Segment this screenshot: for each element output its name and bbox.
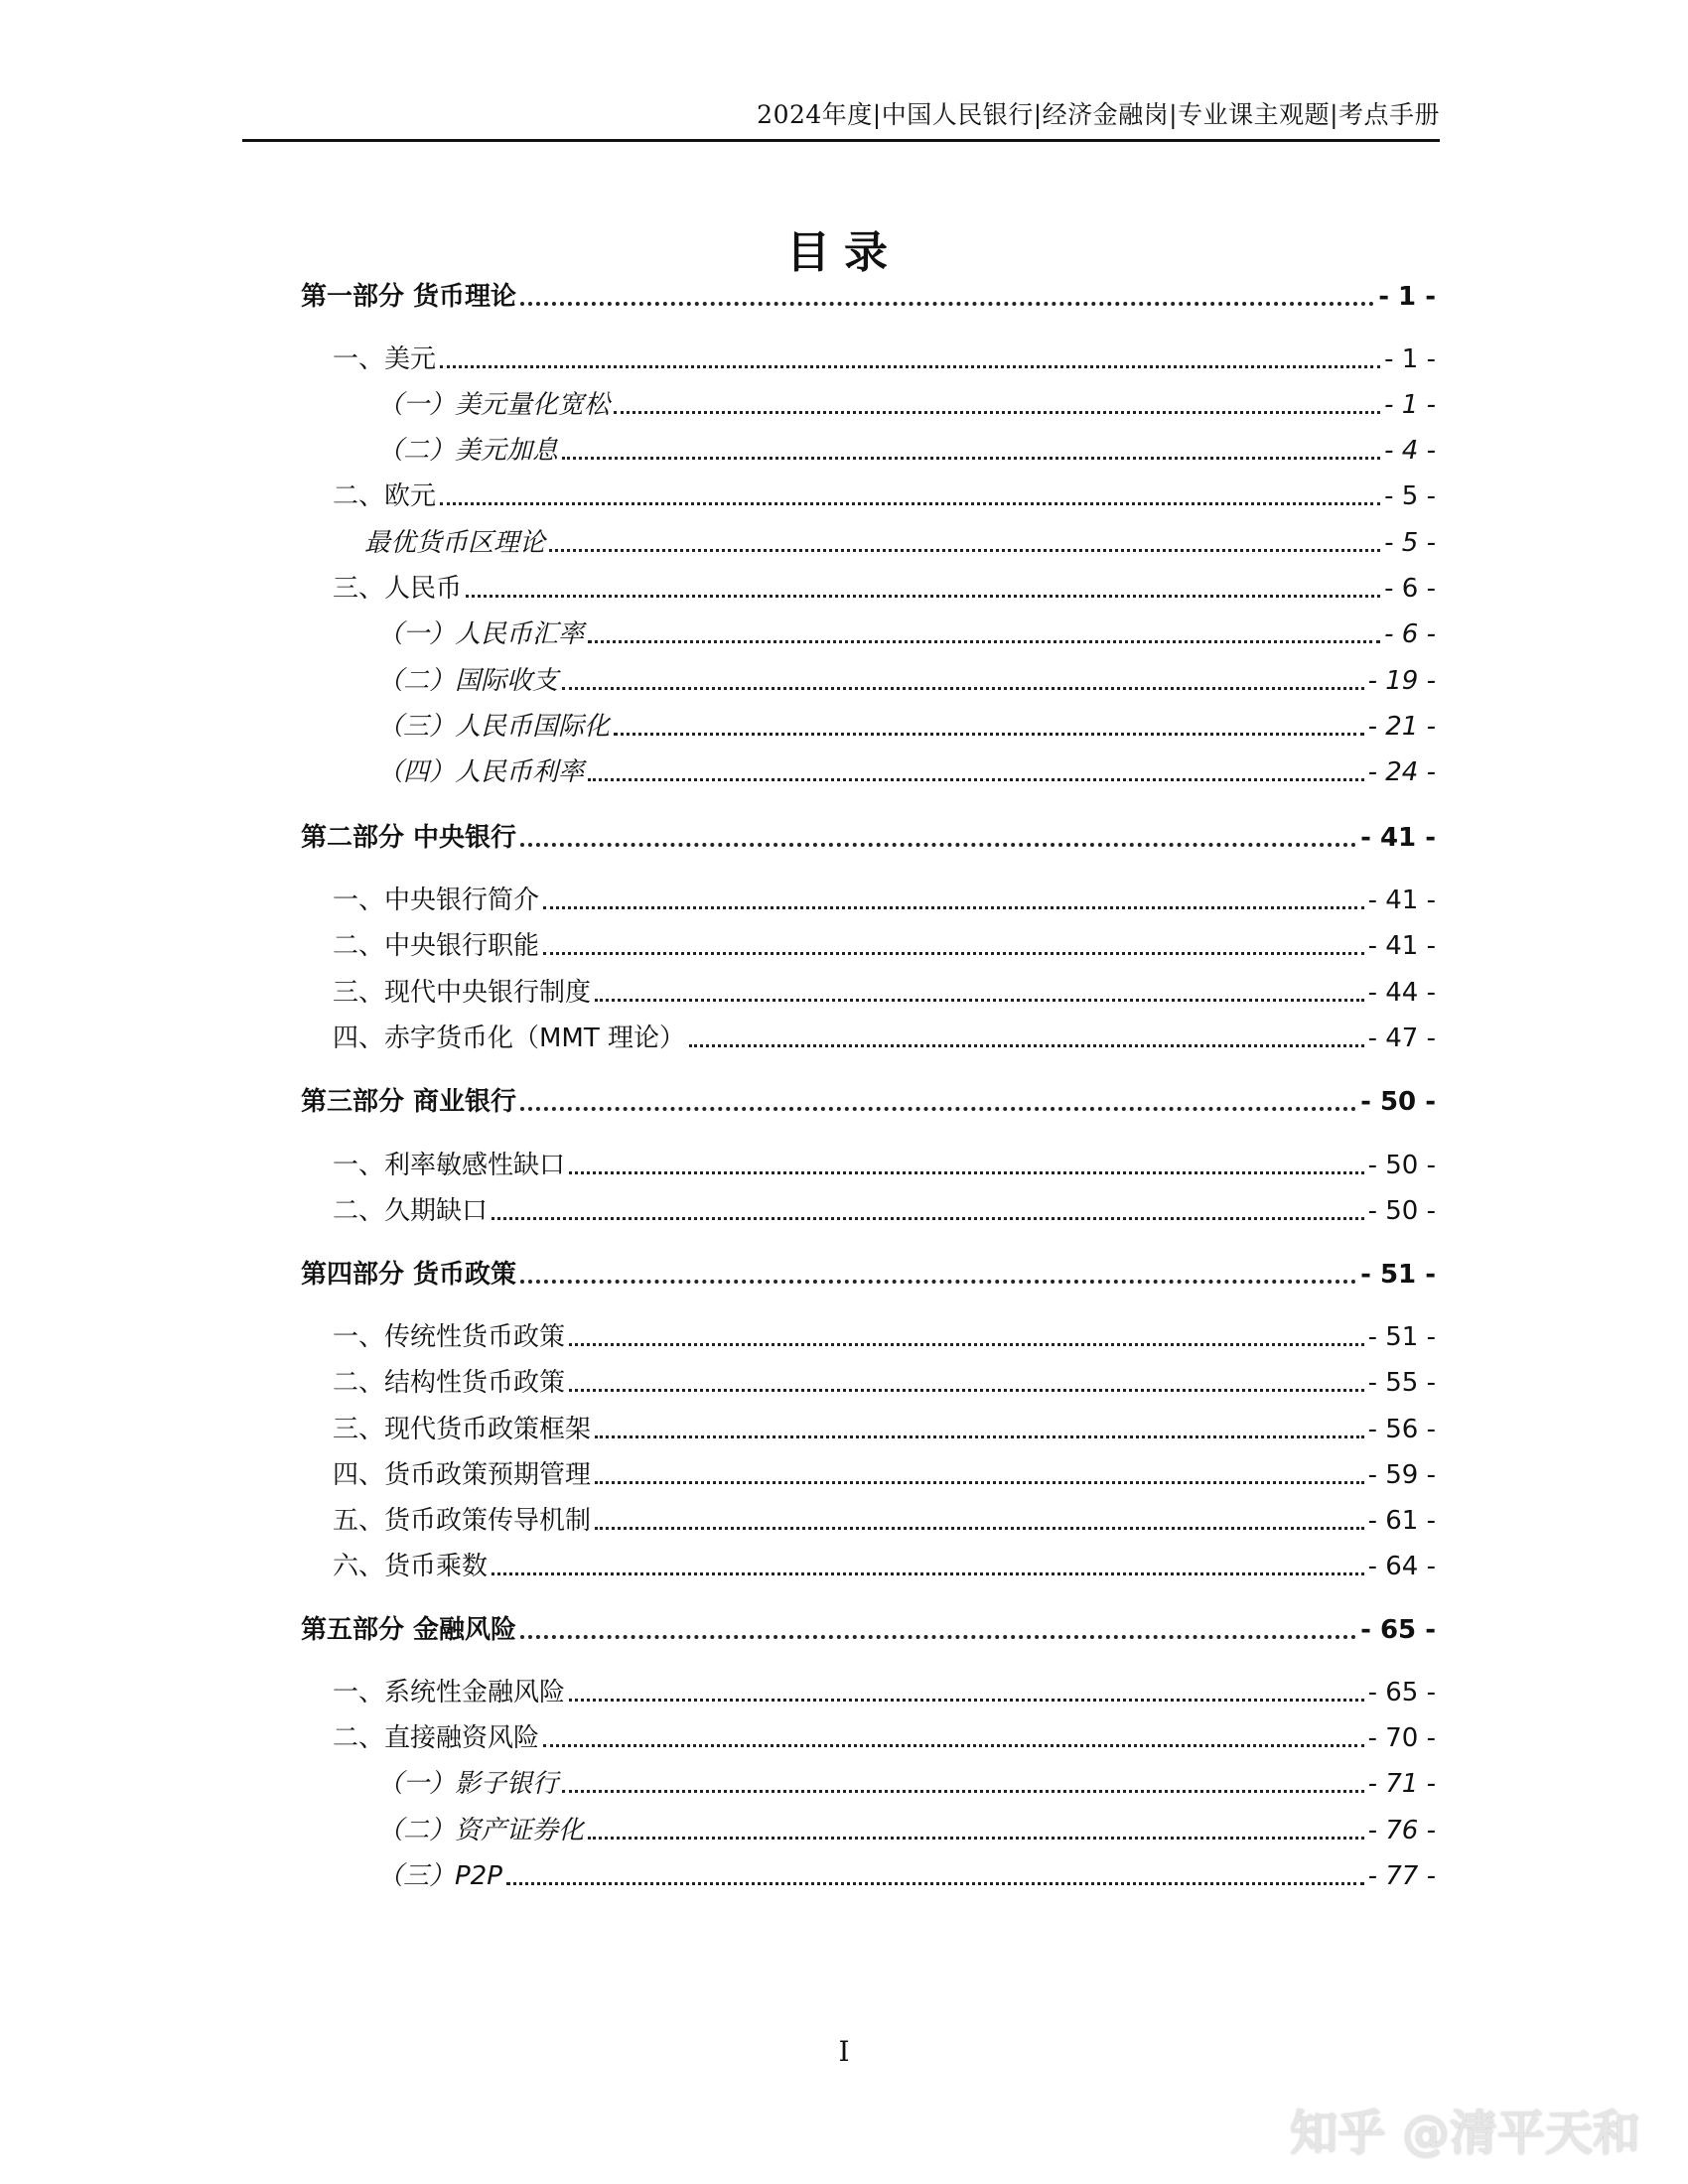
dot-leader <box>614 733 1364 736</box>
toc-entry-title: （二）国际收支 <box>377 666 559 696</box>
toc-entry-title: 一、传统性货币政策 <box>333 1322 566 1352</box>
toc-entry[interactable] <box>333 1189 1436 1229</box>
toc-entry[interactable] <box>377 613 1436 652</box>
dot-leader <box>569 1171 1364 1174</box>
dot-leader <box>562 457 1380 460</box>
toc-entry-title: 第一部分 货币理论 <box>301 282 517 312</box>
toc-entry-page: - 71 - <box>1367 1769 1436 1799</box>
dot-leader <box>569 1699 1364 1702</box>
dot-leader <box>520 302 1374 306</box>
toc-entry-page: - 4 - <box>1384 436 1436 466</box>
dot-leader <box>440 502 1380 505</box>
toc-entry-title: 四、赤字货币化（MMT 理论） <box>333 1024 686 1053</box>
toc-entry-title: 三、人民币 <box>333 574 463 604</box>
toc-entry-page: - 50 - <box>1360 1087 1436 1117</box>
dot-leader <box>520 1635 1356 1639</box>
toc-entry[interactable] <box>333 1716 1436 1756</box>
toc-entry-page: - 55 - <box>1367 1368 1436 1398</box>
toc-entry[interactable] <box>301 1080 1436 1120</box>
dot-leader <box>543 952 1364 955</box>
toc-entry[interactable] <box>377 429 1436 469</box>
toc-entry-title: （四）人民币利率 <box>377 757 585 787</box>
dot-leader <box>492 1572 1364 1575</box>
toc-entry-page: - 70 - <box>1367 1723 1436 1753</box>
dot-leader <box>492 1217 1364 1220</box>
toc-entry-page: - 1 - <box>1384 344 1436 374</box>
toc-title: 目录 <box>786 227 902 278</box>
dot-leader <box>562 1790 1364 1793</box>
toc-entry-title: （二）资产证券化 <box>377 1816 585 1845</box>
dot-leader <box>543 1744 1364 1747</box>
toc-entry[interactable] <box>333 1408 1436 1447</box>
page-number: I <box>838 2035 850 2068</box>
toc-entry-page: - 50 - <box>1367 1196 1436 1226</box>
toc-entry[interactable] <box>377 1762 1436 1802</box>
toc-entry[interactable] <box>333 971 1436 1011</box>
toc-entry-page: - 59 - <box>1367 1460 1436 1490</box>
toc-entry[interactable] <box>333 924 1436 964</box>
toc-entry-title: 一、美元 <box>333 344 437 374</box>
toc-entry[interactable] <box>333 338 1436 377</box>
dot-leader <box>569 1343 1364 1346</box>
toc-entry[interactable] <box>333 1671 1436 1710</box>
toc-entry[interactable] <box>301 1608 1436 1648</box>
toc-entry[interactable] <box>377 659 1436 699</box>
toc-entry[interactable] <box>377 383 1436 423</box>
toc-entry[interactable] <box>377 705 1436 745</box>
toc-entry-title: （一）影子银行 <box>377 1769 559 1799</box>
toc-entry-title: 一、系统性金融风险 <box>333 1678 566 1707</box>
toc-entry[interactable] <box>333 1361 1436 1401</box>
toc-entry-title: 二、直接融资风险 <box>333 1723 540 1753</box>
toc-entry-title: 四、货币政策预期管理 <box>333 1460 592 1490</box>
toc-entry-title: （二）美元加息 <box>377 436 559 466</box>
toc-entry-page: - 44 - <box>1367 978 1436 1008</box>
dot-leader <box>466 595 1380 598</box>
toc-entry-page: - 51 - <box>1360 1260 1436 1290</box>
toc-entry-page: - 65 - <box>1360 1615 1436 1645</box>
dot-leader <box>549 549 1380 552</box>
toc-entry-title: （一）美元量化宽松 <box>377 390 611 420</box>
dot-leader <box>506 1882 1364 1885</box>
toc-entry-page: - 64 - <box>1367 1552 1436 1581</box>
toc-entry-page: - 1 - <box>1384 390 1436 420</box>
toc-entry-title: （一）人民币汇率 <box>377 619 585 649</box>
dot-leader <box>595 1435 1364 1438</box>
toc-entry-page: - 61 - <box>1367 1506 1436 1536</box>
toc-entry-title: 第四部分 货币政策 <box>301 1260 517 1290</box>
toc-entry-title: 六、货币乘数 <box>333 1552 489 1581</box>
dot-leader <box>562 687 1364 690</box>
toc-entry-title: 二、欧元 <box>333 481 437 511</box>
dot-leader <box>520 843 1356 847</box>
toc-entry-title: 一、中央银行简介 <box>333 886 540 915</box>
running-header: 2024年度|中国人民银行|经济金融岗|专业课主观题|考点手册 <box>757 100 1440 129</box>
toc-entry-page: - 5 - <box>1384 481 1436 511</box>
dot-leader <box>520 1280 1356 1284</box>
dot-leader <box>614 411 1380 414</box>
toc-entry-title: 二、中央银行职能 <box>333 931 540 961</box>
toc-entry[interactable] <box>333 879 1436 918</box>
dot-leader <box>588 778 1364 781</box>
toc-entry[interactable] <box>333 475 1436 514</box>
toc-entry[interactable] <box>333 1499 1436 1539</box>
toc-entry-page: - 50 - <box>1367 1151 1436 1180</box>
toc-entry-page: - 76 - <box>1367 1816 1436 1845</box>
toc-entry-title: 第五部分 金融风险 <box>301 1615 517 1645</box>
toc-entry-page: - 65 - <box>1367 1678 1436 1707</box>
toc-entry[interactable] <box>333 1545 1436 1584</box>
toc-entry-page: - 1 - <box>1378 282 1436 312</box>
toc-entry-page: - 56 - <box>1367 1415 1436 1444</box>
dot-leader <box>595 1481 1364 1484</box>
toc-entry[interactable] <box>301 816 1436 856</box>
dot-leader <box>520 1107 1356 1111</box>
toc-entry-page: - 47 - <box>1367 1024 1436 1053</box>
dot-leader <box>440 365 1380 368</box>
dot-leader <box>595 999 1364 1002</box>
toc-entry-title: 第二部分 中央银行 <box>301 823 517 853</box>
toc-entry-page: - 6 - <box>1384 574 1436 604</box>
dot-leader <box>689 1044 1364 1047</box>
dot-leader <box>595 1527 1364 1530</box>
toc-entry-page: - 19 - <box>1367 666 1436 696</box>
toc-entry-title: 第三部分 商业银行 <box>301 1087 517 1117</box>
toc-entry[interactable] <box>333 567 1436 607</box>
toc-entry[interactable] <box>377 1809 1436 1848</box>
toc-entry-title: 二、久期缺口 <box>333 1196 489 1226</box>
toc-entry-page: - 41 - <box>1367 931 1436 961</box>
toc-entry[interactable] <box>333 1017 1436 1056</box>
watermark: 知乎 @清平天和 <box>1290 2106 1640 2161</box>
toc-entry-title: 三、现代货币政策框架 <box>333 1415 592 1444</box>
toc-entry-title: （三）P2P <box>377 1861 502 1891</box>
toc-entry[interactable] <box>333 1315 1436 1355</box>
toc-entry[interactable] <box>377 751 1436 790</box>
toc-entry[interactable] <box>333 1453 1436 1493</box>
toc-entry-page: - 24 - <box>1367 757 1436 787</box>
toc-entry[interactable] <box>301 1253 1436 1293</box>
toc-entry-page: - 21 - <box>1367 712 1436 742</box>
toc-entry[interactable] <box>333 1144 1436 1183</box>
toc-entry-title: 五、货币政策传导机制 <box>333 1506 592 1536</box>
toc-entry-page: - 77 - <box>1367 1861 1436 1891</box>
dot-leader <box>569 1389 1364 1392</box>
toc-entry[interactable] <box>377 1854 1436 1894</box>
toc-entry[interactable] <box>301 275 1436 315</box>
toc-entry-title: 一、利率敏感性缺口 <box>333 1151 566 1180</box>
dot-leader <box>543 906 1364 909</box>
toc-entry[interactable] <box>364 521 1436 561</box>
dot-leader <box>588 640 1380 643</box>
toc-entry-page: - 41 - <box>1367 886 1436 915</box>
toc-entry-title: 三、现代中央银行制度 <box>333 978 592 1008</box>
toc-entry-title: 二、结构性货币政策 <box>333 1368 566 1398</box>
toc-entry-page: - 41 - <box>1360 823 1436 853</box>
toc-entry-page: - 5 - <box>1384 528 1436 558</box>
toc-entry-page: - 6 - <box>1384 619 1436 649</box>
dot-leader <box>588 1837 1364 1840</box>
toc-entry-title: 最优货币区理论 <box>364 528 546 558</box>
toc-entry-page: - 51 - <box>1367 1322 1436 1352</box>
toc-entry-title: （三）人民币国际化 <box>377 712 611 742</box>
